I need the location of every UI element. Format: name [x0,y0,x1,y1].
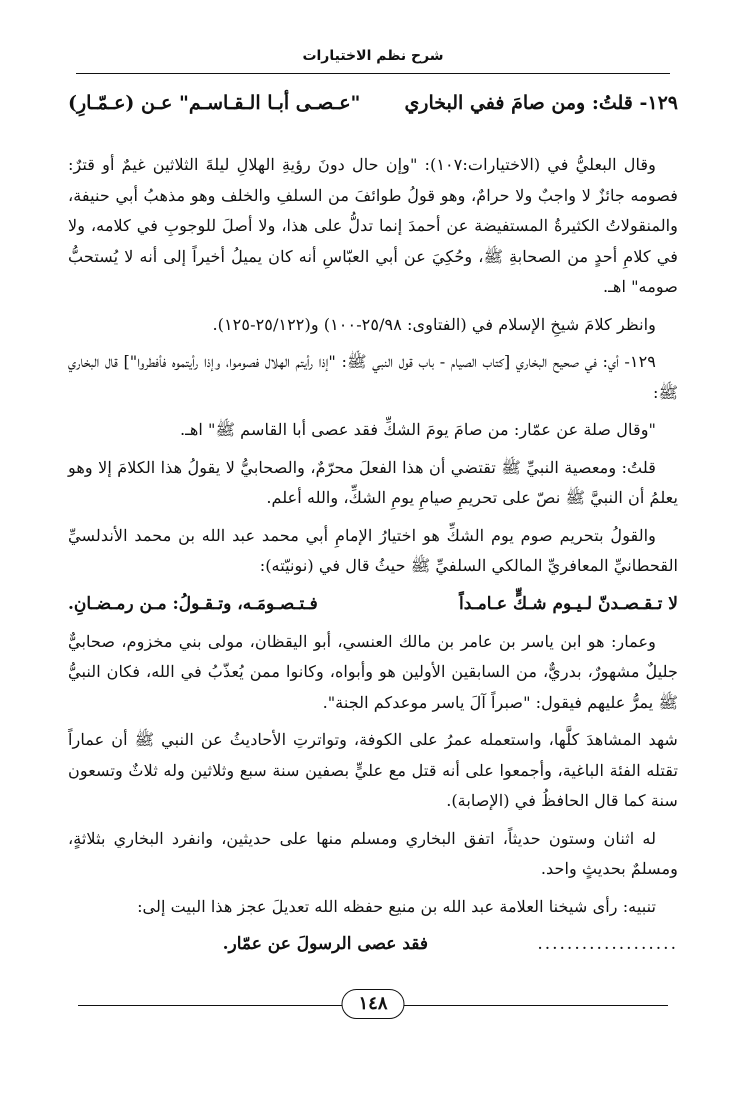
poem-line-revised [68,929,678,959]
poem-hemistich-1: لا تـقـصـدنّ لـيـوم شـكٍّ عـامـداً [459,593,678,614]
book-page [68,30,678,1070]
paragraph: وعمار: هو ابن ياسر بن عامر بن مالك العنسي، أبو اليقظان، مولى بني مخزوم، صحابيٌّ جليلٌ مشهورٌ، بدريٌّ، من السابقين الأولين هو وأبواه، وكانوا ممن يُعذّبُ في الله، فكان النبيُّ ﷺ يمرُّ عليهم فيقول: "صبراً آلَ ياسر موعدكم الجنة". [68,631,678,712]
paragraph: وقال البعليُّ في (الاختيارات:١٠٧): "وإن حال دونَ رؤيةِ الهلالِ ليلةَ الثلاثين غيمٌ أو قترٌ: فصومه جائزٌ لا واجبٌ ولا حرامٌ، وهو قولُ طوائفَ من السلفِ والخلف وهو مذهبُ أبي حنيفة، والمنقولاتُ الكثيرةُ المستفيضة عن أحمدَ إنما تدلُّ على هذا، ولا أصلَ للوجوبِ في كلامه، ولا في كلامِ أحدٍ من الصحابةِ ﷺ، وحُكِيَ عن أبي العبّاسِ أنه كان يميلُ أخيراً إلى أنه لا يُستحبُّ صومه" اهـ. [68,155,678,296]
poem-hemistich-revised: فقد عصى الرسولَ عن عمّار. [222,934,428,954]
poem-hemistich-placeholder: ................... [537,934,678,954]
page-number: ١٤٨ [341,989,404,1019]
paragraph: قلتُ: ومعصية النبيِّ ﷺ تقتضي أن هذا الفعلَ محرّمٌ، والصحابيُّ لا يقولُ هذا الكلامَ إلا وهو يعلمُ أن النبيَّ ﷺ نصّ على تحريمِ صيامِ يومِ الشكِّ، والله أعلم. [68,457,678,507]
verse-heading-hemistich: "عـصـى أبـا الـقـاسـم" عـن (عـمّـارِ) [68,92,361,114]
quote-paragraph: "وقال صلة عن عمّار: من صامَ يومَ الشكِّ فقد عصى أبا القاسم ﷺ" اهـ. [179,420,656,439]
header-rule [76,73,670,74]
page-body [68,150,678,967]
paragraph: والقولُ بتحريم صوم يوم الشكِّ هو اختيارُ الإمامِ أبي محمد عبد الله بن محمد الأندلسيِّ القحطانيِّ المعافريِّ المالكي السلفيِّ ﷺ حيثُ قال في (نونيّته): [68,525,678,575]
page-footer [68,985,678,1025]
note-paragraph: تنبيه: رأى شيخنا العلامة عبد الله بن منيع حفظه الله تعديلَ عجز هذا البيت إلى: [137,896,656,916]
paragraph: ١٢٩- أي: في صحيح البخاري [كتاب الصيام - باب قول النبي ﷺ: "إذا رأيتم الهلال فصوموا، وإذا رأيتموه فأفطروا"] قال البخاري ﷺ: [68,352,678,402]
running-head: شرح نظم الاختيارات [302,48,444,64]
verse-heading-intro: ١٢٩- قلتُ: ومن صامَ ففي البخاري [404,92,678,114]
paragraph: شهد المشاهدَ كلَّها، واستعمله عمرُ على الكوفة، وتواترتِ الأحاديثُ عن النبي ﷺ أن عماراً تقتله الفئة الباغية، وأجمعوا على أنه قتل مع عليٍّ بصفين سنة سبع وثلاثين وله ثلاثٌ وتسعون سنة كما قال الحافظُ في (الإصابة). [68,730,678,810]
paragraph: له اثنان وستون حديثاً، اتفق البخاري ومسلم منها على حديثين، وانفرد البخاري بثلاثةٍ، ومسلمٌ بحديثٍ واحد. [68,828,678,878]
poem-line [68,589,678,619]
paragraph: وانظر كلامَ شيخِ الإسلام في (الفتاوى: ٢٥/٩٨-١٠٠) و(٢٥/١٢٢-١٢٥). [212,314,656,334]
poem-hemistich-2: فـتـصـومَـه، وتـقـولُ: مـن رمـضـانِ. [68,593,318,614]
